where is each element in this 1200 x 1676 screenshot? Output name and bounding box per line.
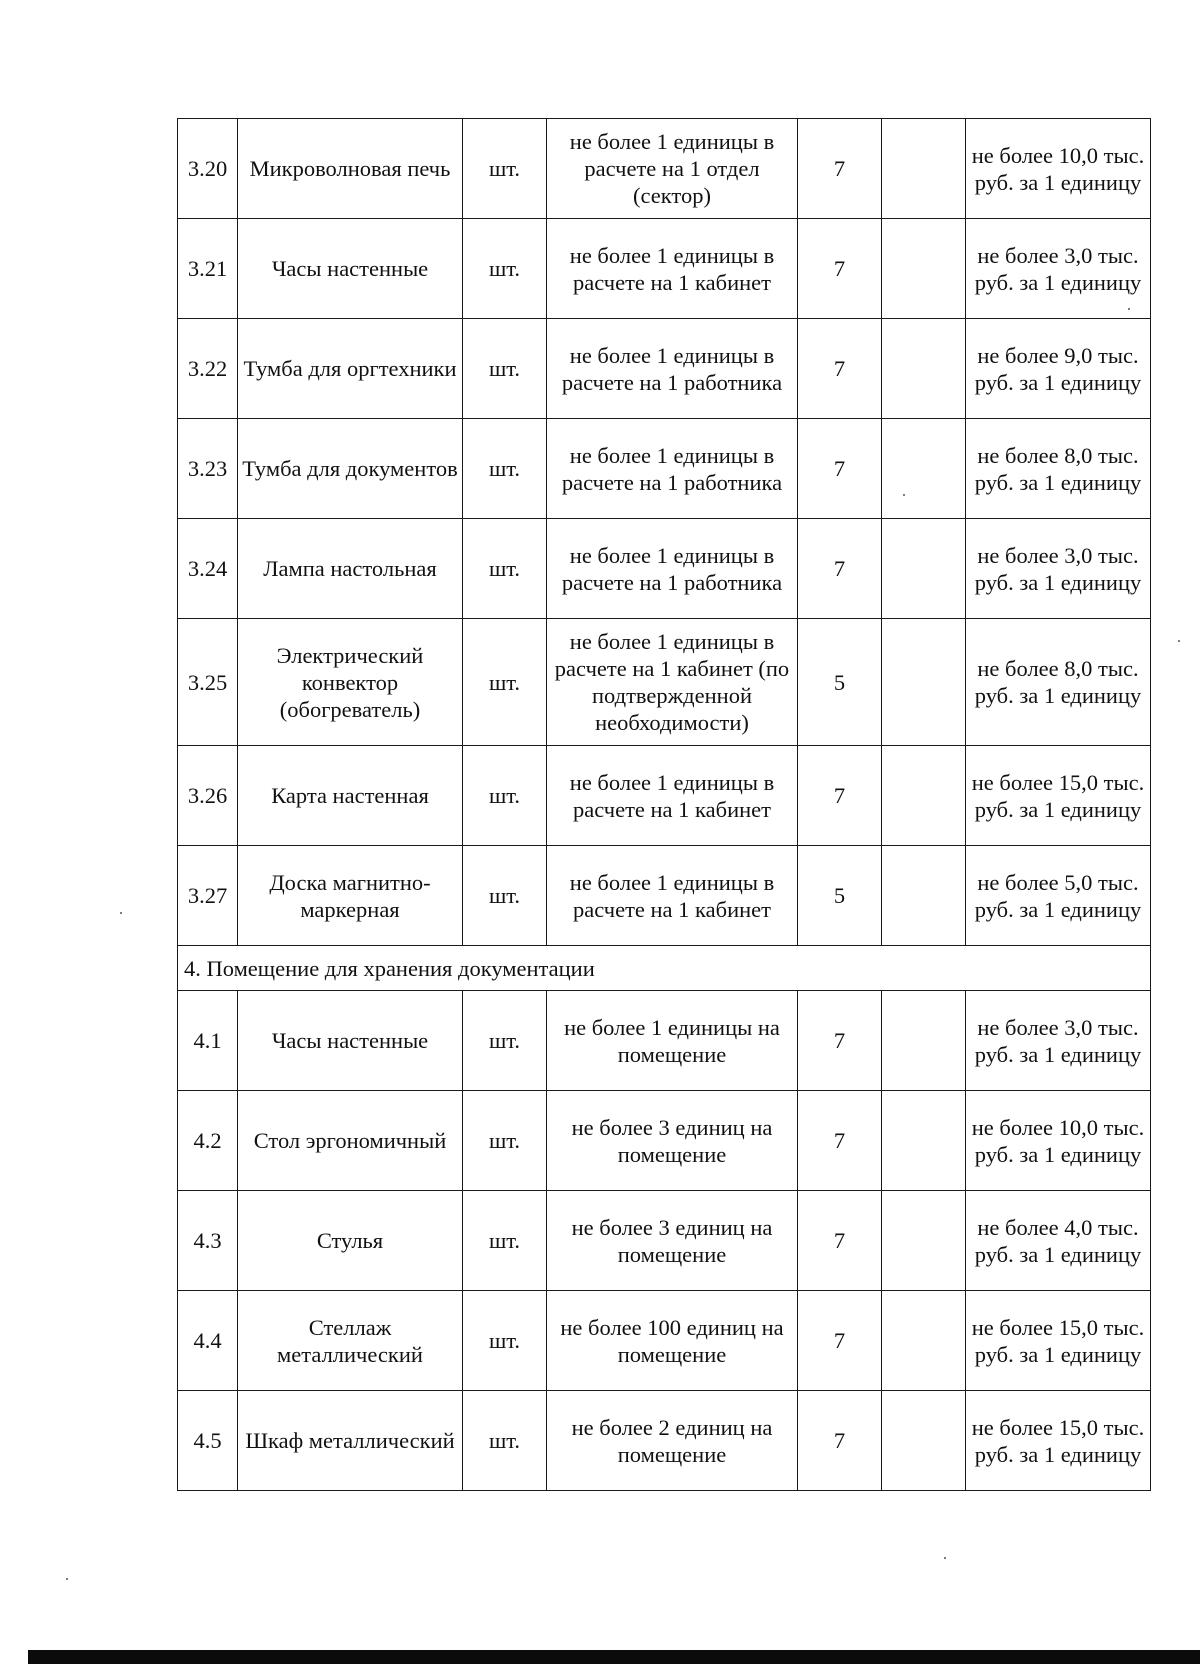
item-extra: [882, 319, 966, 419]
item-unit: шт.: [463, 846, 547, 946]
table-row: [178, 1391, 1151, 1491]
item-unit: шт.: [463, 419, 547, 519]
item-quantity: не более 100 единиц на помещение: [547, 1291, 798, 1391]
item-unit: шт.: [463, 519, 547, 619]
item-extra: [882, 119, 966, 219]
scan-edge-bar: [28, 1650, 1200, 1664]
item-extra: [882, 419, 966, 519]
section-heading-row: [178, 946, 1151, 991]
item-service-years: 7: [798, 219, 882, 319]
item-unit: шт.: [463, 1391, 547, 1491]
item-name: Электрический конвектор (обогреватель): [238, 619, 463, 746]
item-service-years: 7: [798, 1091, 882, 1191]
item-quantity: не более 1 единицы в расчете на 1 работника: [547, 419, 798, 519]
item-price: не более 15,0 тыс. руб. за 1 единицу: [966, 746, 1151, 846]
item-service-years: 5: [798, 619, 882, 746]
item-quantity: не более 1 единицы в расчете на 1 работника: [547, 319, 798, 419]
item-unit: шт.: [463, 619, 547, 746]
item-extra: [882, 1191, 966, 1291]
item-unit: шт.: [463, 1191, 547, 1291]
item-service-years: 7: [798, 991, 882, 1091]
item-number: 4.2: [178, 1091, 238, 1191]
item-number: 3.21: [178, 219, 238, 319]
item-number: 3.24: [178, 519, 238, 619]
item-number: 4.5: [178, 1391, 238, 1491]
item-extra: [882, 1391, 966, 1491]
item-price: не более 9,0 тыс. руб. за 1 единицу: [966, 319, 1151, 419]
item-price: не более 3,0 тыс. руб. за 1 единицу: [966, 519, 1151, 619]
item-service-years: 7: [798, 419, 882, 519]
table-row: [178, 846, 1151, 946]
item-quantity: не более 2 единиц на помещение: [547, 1391, 798, 1491]
scan-speck: [1178, 640, 1180, 642]
scan-speck: [1128, 308, 1130, 310]
item-service-years: 7: [798, 1391, 882, 1491]
table-row: [178, 519, 1151, 619]
item-unit: шт.: [463, 746, 547, 846]
scan-speck: [944, 1557, 946, 1559]
item-service-years: 7: [798, 1191, 882, 1291]
item-service-years: 7: [798, 519, 882, 619]
item-price: не более 10,0 тыс. руб. за 1 единицу: [966, 1091, 1151, 1191]
item-quantity: не более 3 единиц на помещение: [547, 1191, 798, 1291]
item-name: Стулья: [238, 1191, 463, 1291]
item-price: не более 4,0 тыс. руб. за 1 единицу: [966, 1191, 1151, 1291]
table-row: [178, 319, 1151, 419]
scan-speck: [903, 494, 905, 496]
item-extra: [882, 1091, 966, 1191]
item-price: не более 8,0 тыс. руб. за 1 единицу: [966, 619, 1151, 746]
item-quantity: не более 1 единицы в расчете на 1 кабинет: [547, 846, 798, 946]
item-number: 3.23: [178, 419, 238, 519]
table-row: [178, 119, 1151, 219]
item-price: не более 10,0 тыс. руб. за 1 единицу: [966, 119, 1151, 219]
item-extra: [882, 619, 966, 746]
scan-speck: [66, 1578, 68, 1580]
item-price: не более 15,0 тыс. руб. за 1 единицу: [966, 1291, 1151, 1391]
item-service-years: 7: [798, 746, 882, 846]
item-unit: шт.: [463, 991, 547, 1091]
item-quantity: не более 1 единицы на помещение: [547, 991, 798, 1091]
table-row: [178, 619, 1151, 746]
item-extra: [882, 846, 966, 946]
table-row: [178, 746, 1151, 846]
item-price: не более 3,0 тыс. руб. за 1 единицу: [966, 991, 1151, 1091]
item-number: 4.1: [178, 991, 238, 1091]
item-price: не более 8,0 тыс. руб. за 1 единицу: [966, 419, 1151, 519]
item-name: Тумба для оргтехники: [238, 319, 463, 419]
table-row: [178, 1091, 1151, 1191]
table-row: [178, 419, 1151, 519]
item-quantity: не более 1 единицы в расчете на 1 отдел (сектор): [547, 119, 798, 219]
item-unit: шт.: [463, 219, 547, 319]
item-name: Стол эргономичный: [238, 1091, 463, 1191]
item-service-years: 7: [798, 119, 882, 219]
item-unit: шт.: [463, 119, 547, 219]
scan-speck: [120, 912, 122, 914]
item-number: 3.20: [178, 119, 238, 219]
item-unit: шт.: [463, 1291, 547, 1391]
item-number: 4.4: [178, 1291, 238, 1391]
item-number: 3.25: [178, 619, 238, 746]
item-number: 3.26: [178, 746, 238, 846]
item-service-years: 7: [798, 319, 882, 419]
item-quantity: не более 1 единицы в расчете на 1 работника: [547, 519, 798, 619]
table-row: [178, 1191, 1151, 1291]
item-quantity: не более 1 единицы в расчете на 1 кабинет: [547, 746, 798, 846]
item-extra: [882, 219, 966, 319]
item-number: 4.3: [178, 1191, 238, 1291]
item-name: Тумба для документов: [238, 419, 463, 519]
item-unit: шт.: [463, 1091, 547, 1191]
table-row: [178, 991, 1151, 1091]
item-number: 3.27: [178, 846, 238, 946]
item-extra: [882, 746, 966, 846]
item-price: не более 3,0 тыс. руб. за 1 единицу: [966, 219, 1151, 319]
table-row: [178, 219, 1151, 319]
item-quantity: не более 1 единицы в расчете на 1 кабинет: [547, 219, 798, 319]
item-unit: шт.: [463, 319, 547, 419]
item-quantity: не более 3 единиц на помещение: [547, 1091, 798, 1191]
item-name: Часы настенные: [238, 991, 463, 1091]
table-row: [178, 1291, 1151, 1391]
item-name: Стеллаж металлический: [238, 1291, 463, 1391]
item-name: Часы настенные: [238, 219, 463, 319]
item-service-years: 5: [798, 846, 882, 946]
item-name: Микроволновая печь: [238, 119, 463, 219]
item-extra: [882, 1291, 966, 1391]
item-name: Доска магнитно-маркерная: [238, 846, 463, 946]
item-name: Лампа настольная: [238, 519, 463, 619]
item-quantity: не более 1 единицы в расчете на 1 кабинет (по подтвержденной необходимости): [547, 619, 798, 746]
norms-table: [177, 118, 1151, 1491]
item-extra: [882, 519, 966, 619]
item-service-years: 7: [798, 1291, 882, 1391]
item-price: не более 15,0 тыс. руб. за 1 единицу: [966, 1391, 1151, 1491]
item-name: Шкаф металлический: [238, 1391, 463, 1491]
item-price: не более 5,0 тыс. руб. за 1 единицу: [966, 846, 1151, 946]
item-name: Карта настенная: [238, 746, 463, 846]
section-title: 4. Помещение для хранения документации: [178, 946, 1151, 991]
item-number: 3.22: [178, 319, 238, 419]
item-extra: [882, 991, 966, 1091]
